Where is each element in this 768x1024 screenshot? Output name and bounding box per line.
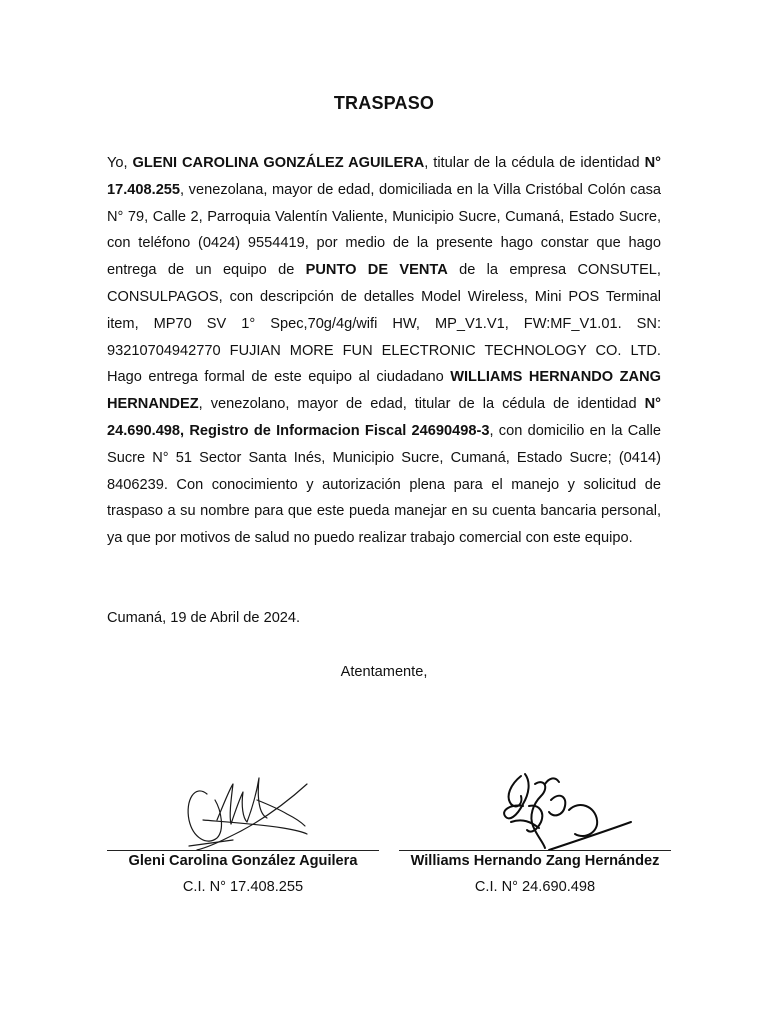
grantor-id: N° 17.408.255: [107, 155, 661, 198]
body-text-segment: , titular de la cédula de identidad: [424, 155, 645, 171]
body-text-segment: Yo,: [107, 155, 133, 171]
grantee-name: WILLIAMS HERNANDO ZANG HERNANDEZ: [107, 369, 661, 413]
body-text-segment: , venezolana, mayor de edad, domiciliada en la Villa Cristóbal Colón casa N° 79, Calle 2, Parroquia Valentín Valiente, Municipio Sucre, Cumaná, Estado Sucre, con teléfono (0424) 9554419, por medio de la presente hago constar que hago entrega de un equipo de: [107, 181, 661, 279]
grantee-id: N° 24.690.498, Registro de Informacion Fiscal 24690498-3: [107, 396, 661, 439]
signer-id: C.I. N° 17.408.255: [182, 879, 304, 895]
signer-id: C.I. N° 24.690.498: [474, 879, 596, 895]
equipment-type: PUNTO DE VENTA: [305, 262, 448, 279]
signature-block-grantor: [107, 760, 379, 900]
closing-line: Atentamente,: [340, 664, 428, 680]
signer-name: Williams Hernando Zang Hernández: [410, 853, 660, 869]
body-paragraph: [107, 150, 661, 552]
grantor-name: GLENI CAROLINA GONZÁLEZ AGUILERA: [132, 155, 425, 171]
document-title: TRASPASO: [333, 93, 435, 113]
body-text-segment: de la empresa CONSUTEL, CONSULPAGOS, con descripción de detalles Model Wireless, Mini POS Terminal item, MP70 SV 1° Spec,70g/4g/wifi HW, MP_V1.V1, FW:MF_V1.01. SN: 93210704942770 FUJIAN MORE FUN ELECTRONIC TECHNOLOGY CO. LTD. Hago entrega formal de este equipo al ciudadano: [107, 262, 661, 386]
body-text-segment: , venezolano, mayor de edad, titular de la cédula de identidad: [198, 396, 645, 413]
handwritten-signature-icon: [107, 760, 379, 852]
handwritten-signature-icon: [399, 760, 671, 852]
signer-name: Gleni Carolina González Aguilera: [128, 853, 358, 869]
body-text-segment: , con domicilio en la Calle Sucre N° 51 Sector Santa Inés, Municipio Sucre, Cumaná, Estado Sucre; (0414) 8406239. Con conocimiento y autorización plena para el manejo y solicitud de traspaso a su nombre para que este pueda manejar en su cuenta bancaria personal, ya que por motivos de salud no puedo realizar trabajo comercial con este equipo.: [107, 422, 661, 547]
signature-block-grantee: [399, 760, 671, 900]
date-line: Cumaná, 19 de Abril de 2024.: [107, 610, 301, 626]
